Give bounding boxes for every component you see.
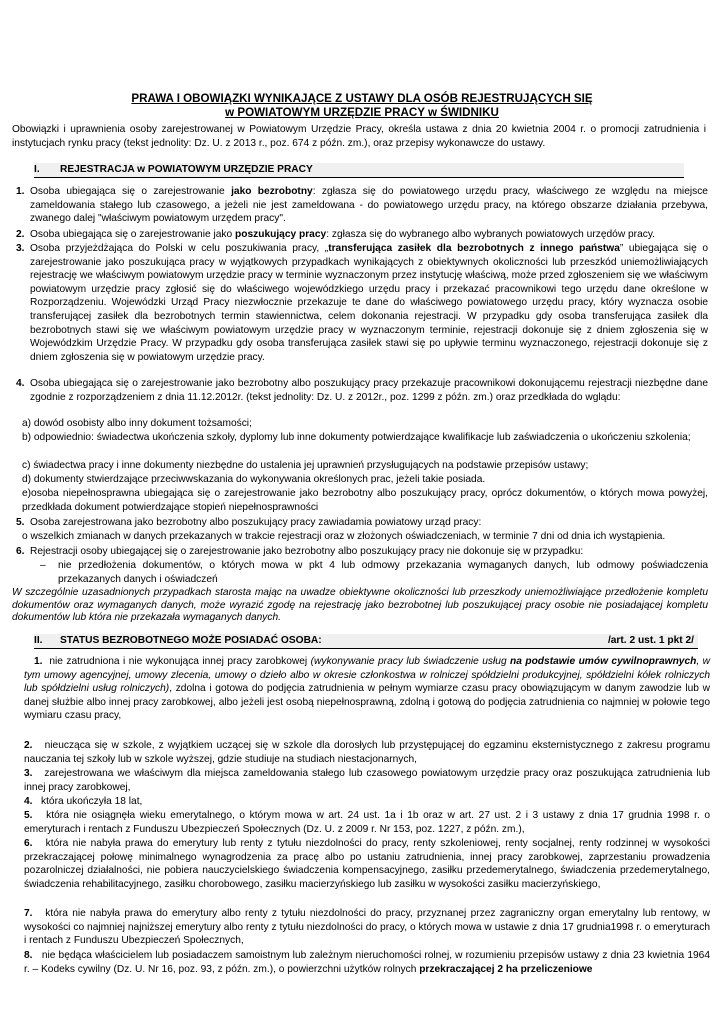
item-number: 5. (24, 810, 33, 821)
item-number: 6. (16, 546, 25, 557)
item-number: 3. (24, 768, 33, 779)
intro-paragraph: Obowiązki i uprawnienia osoby zarejestrowanej w Powiatowym Urzędzie Pracy, określa ustawa z dnia 20 kwietnia 2004 r. o promocji zatrudnienia i instytucjach rynku pracy (tekst jednolity: Dz. U. z 2013 r., poz. 674 z późn. zm.), oraz przepisy wykonawcze do ustawy. (12, 124, 706, 149)
item-number: 5. (16, 517, 25, 528)
item-number: 2. (24, 740, 33, 751)
item-text: nie zatrudniona i nie wykonująca innej pracy zarobkowej (49, 656, 311, 667)
item-text: Osoba ubiegająca się o zarejestrowanie (30, 186, 232, 197)
item-text: która ukończyła 18 lat, (41, 796, 143, 807)
section2-item-2 (24, 739, 710, 766)
item-number: 1. (34, 656, 43, 667)
item-number: 7. (24, 908, 33, 919)
document-title-line1: PRAWA I OBOWIĄZKI WYNIKAJĄCE Z USTAWY DLA OSÓB REJESTRUJĄCYCH SIĘ (131, 92, 593, 105)
item-text: : zgłasza się do powiatowego urzędu pracy, właściwego ze względu na miejsce zameldowania stałego lub czasowego, a jeżeli nie jest zameldowana - do powiatowego urzędu pracy, na którego obszarze działania przebywa, zwanego dalej "właściwym powiatowym urzędem pracy". (30, 186, 708, 225)
section2-title: STATUS BEZROBOTNEGO MOŻE POSIADAĆ OSOBA: (60, 635, 322, 646)
item-number: 4. (24, 796, 33, 807)
item-text: ” ubiegająca się o zarejestrowanie jako poszukująca pracy w wyjątkowych przypadkach wynikających z obiektywnych okoliczności lub przeszkód uniemożliwiających rejestrację we właściwym powiatowym urzędzie pracy w terminie wyznaczonym przez instytucję właściwą, może przed zgłoszeniem się we właściwym powiatowym urzędzie pracy zgłosić się do właściwego wojewódzkiego urzędu pracy i przekazać pracownikowi tego urzędu dane określone w Rozporządzeniu. Wojewódzki Urząd Pracy niezwłocznie przekazuje te dane do właściwego powiatowego urzędu pracy, który wyznacza osobie transferującej zasiłek dla bezrobotnych termin stawiennictwa, celem dokonania rejestracji. W przypadku gdy osoba transferująca zasiłek dla bezrobotnych stawi się we właściwym powiatowym urzędzie pracy w wyznaczonym terminie, rejestracji dokonuje się z dniem zgłoszenia się w Wojewódzkim Urzędzie Pracy. W przypadku gdy osoba transferująca zasiłek stawi się po upływie terminu wyznaczonego, rejestracji dokonuje się z dniem zgłoszenia się w powiatowym urzędzie pracy. (30, 243, 708, 363)
section1-item-2 (16, 228, 708, 242)
section2-heading (34, 634, 698, 649)
item-bold-text: transferująca zasiłek dla bezrobotnych z innego państwa (328, 243, 620, 254)
doc-list-c: c) świadectwa pracy i inne dokumenty niezbędne do ustalenia jej uprawnień przysługujących na podstawie przepisów ustawy; (22, 460, 589, 471)
item-bold-text: jako bezrobotny (231, 186, 313, 197)
italic-note: W szczególnie uzasadnionych przypadkach starosta mając na uwadze obiektywne okoliczności lub przeszkody uniemożliwiające przedłożenie kompletu dokumentów oraz wymaganych danych, może wyrazić zgodę na rejestrację jako bezrobotnej lub poszukującej pracy osobie nie posiadającej kompletu dokumentów lub która nie przekazała wymaganych danych. (12, 587, 708, 624)
section2-item-8 (24, 949, 710, 976)
item-bold-text: przekraczającej 2 ha przeliczeniowe (419, 963, 593, 975)
item-text: nieucząca się w szkole, z wyjątkiem uczącej się w szkole dla dorosłych lub przystępującej do egzaminu eksternistycznego z zakresu programu nauczania tej szkoły lub w szkole wyższej, gdzie studiuje na studiach niestacjonarnych, (24, 740, 710, 765)
item6-dash-entry (40, 559, 708, 586)
section1-heading (34, 163, 684, 178)
section1-title: REJESTRACJA w POWIATOWYM URZĘDZIE PRACY (60, 164, 313, 175)
item-number: 4. (16, 378, 25, 389)
item-italic-text: (wykonywanie pracy lub świadczenie usług (310, 656, 511, 667)
section2-legal-reference: /art. 2 ust. 1 pkt 2/ (607, 635, 694, 646)
item-number: 6. (24, 838, 33, 849)
item-text: Osoba ubiegająca się o zarejestrowanie jako (30, 229, 236, 240)
item-italic-text: , w tym umowy agencyjnej, umowy zlecenia, umowy o dzieło albo w okresie członkostwa w rolniczej spółdzielni produkcyjnej, spółdzielni kółek rolniczych lub spółdzielni usług rolniczych) (24, 656, 710, 695)
item-text: Rejestracji osoby ubiegającej się o zarejestrowanie jako bezrobotny albo poszukujący pracy nie dokonuje się w przypadku: (30, 546, 584, 557)
item-text: Osoba przyjeżdżająca do Polski w celu poszukiwania pracy, „ (30, 243, 329, 254)
doc-list-a: a) dowód osobisty albo inny dokument tożsamości; (22, 418, 252, 429)
section1-item-6 (16, 545, 708, 559)
item-text: : zgłasza się do wybranego albo wybranych powiatowych urzędów pracy. (326, 229, 655, 240)
doc-list-b: b) odpowiednio: świadectwa ukończenia szkoły, dyplomy lub inne dokumenty potwierdzające kwalifikacje lub zaświadczenia o ukończeniu szkolenia; (22, 432, 691, 443)
item-text: która nie nabyła prawa do emerytury albo renty z tytułu niezdolności do pracy, przyznanej przez zagraniczny organ emerytalny lub rentowy, w wysokości co najmniej najniższej emerytury albo renty z tytułu niezdolności do pracy, o których mowa w ustawie z dnia 17 grudnia1998 r. o emeryturach i rentach z Funduszu Ubezpieczeń Społecznych, (24, 908, 710, 947)
section1-item-1 (16, 185, 708, 226)
item-text: która nie osiągnęła wieku emerytalnego, o którym mowa w art. 24 ust. 1a i 1b oraz w art. 27 ust. 2 i 3 ustawy z dnia 17 grudnia 1998 r. o emeryturach i rentach z Funduszu Ubezpieczeń Społecznych (Dz. U. z 2009 r. Nr 153, poz. 1227, z późn. zm.), (24, 810, 711, 835)
dash-bullet: – (40, 560, 46, 571)
item-number: 3. (16, 243, 25, 254)
section2-item-7 (24, 907, 710, 948)
section1-item-5 (16, 516, 708, 530)
item-text: , zdolna i gotowa do podjęcia zatrudnienia w pełnym wymiarze czasu pracy obowiązującym w danym zawodzie lub w danej służbie albo innej pracy zarobkowej, albo jeżeli jest osobą niepełnosprawną, zdolną i gotową do podjęcia zatrudnienia co najmniej w połowie tego wymiaru czasu pracy, (24, 683, 710, 722)
item-number: 1. (16, 186, 25, 197)
item-bold-text: poszukujący pracy (235, 229, 327, 240)
section1-item-3 (16, 242, 708, 364)
doc-list-e: e)osoba niepełnosprawna ubiegająca się o zarejestrowanie jako bezrobotny albo poszukujący pracy, oprócz dokumentów, o których mowa powyżej, przedkłada dokument potwierdzające stopień niepełnosprawności (22, 488, 708, 513)
section2-item-5 (24, 809, 710, 836)
document-title-line2: w POWIATOWYM URZĘDZIE PRACY w ŚWIDNIKU (225, 106, 499, 119)
section1-number: I. (34, 164, 40, 175)
item-text: nie przedłożenia dokumentów, o których mowa w pkt 4 lub odmowy przekazania wymaganych danych, lub odmowy poświadczenia przekazanych danych i oświadczeń (58, 560, 708, 585)
item-text: nie będąca właścicielem lub posiadaczem samoistnym lub zależnym nieruchomości rolnej, w rozumieniu przepisów ustawy z dnia 23 kwietnia 1964 r. – Kodeks cywilny (Dz. U. Nr 16, poz. 93, z późn. zm.), o powierzchni użytków rolnych (24, 950, 710, 975)
item-number: 2. (16, 229, 25, 240)
section2-item-3 (24, 767, 710, 794)
item-text: Osoba zarejestrowana jako bezrobotny albo poszukujący pracy zawiadamia powiatowy urząd pracy: (30, 517, 482, 528)
item-text: która nie nabyła prawa do emerytury lub renty z tytułu niezdolności do pracy, renty szkoleniowej, renty socjalnej, renty rodzinnej w wysokości przekraczającej połowę minimalnego wynagrodzenia za pracę albo po ustaniu zatrudnienia, innej pracy zarobkowej, zaprzestaniu prowadzenia pozarolniczej działalności, nie pobiera nauczycielskiego świadczenia kompensacyjnego, zasiłku przedemerytalnego, świadczenia przedemerytalnego, świadczenia rehabilitacyjnego, zasiłku chorobowego, zasiłku macierzyńskiego lub zasiłku w wysokości zasiłku macierzyńskiego, (24, 838, 710, 890)
section1-item-4 (16, 377, 708, 404)
item-text: Osoba ubiegająca się o zarejestrowanie jako bezrobotny albo poszukujący pracy przekazuje pracownikowi dokonującemu rejestracji niezbędne dane zgodnie z rozporządzeniem z dnia 11.12.2012r. (tekst jednolity: Dz. U. z 2012r., poz. 1299 z późn. zm.) oraz przedkłada do wglądu: (30, 378, 708, 403)
doc-list-d: d) dokumenty stwierdzające przeciwwskazania do wykonywania określonych prac, jeżeli takie posiada. (22, 474, 486, 485)
item5-detail: o wszelkich zmianach w danych przekazanych w trakcie rejestracji oraz w złożonych oświadczeniach, w terminie 7 dni od dnia ich wystąpienia. (22, 531, 666, 542)
section2-number: II. (34, 635, 43, 646)
section2-item-1 (24, 655, 710, 723)
item-bold-italic-text: na podstawie umów cywilnoprawnych (510, 656, 697, 667)
item-number: 8. (24, 950, 33, 961)
item-text: zarejestrowana we właściwym dla miejsca zameldowania stałego lub czasowego powiatowym urzędzie pracy oraz poszukująca zatrudnienia lub innej pracy zarobkowej, (24, 768, 710, 793)
section2-item-4 (24, 795, 710, 809)
section2-item-6 (24, 837, 710, 891)
